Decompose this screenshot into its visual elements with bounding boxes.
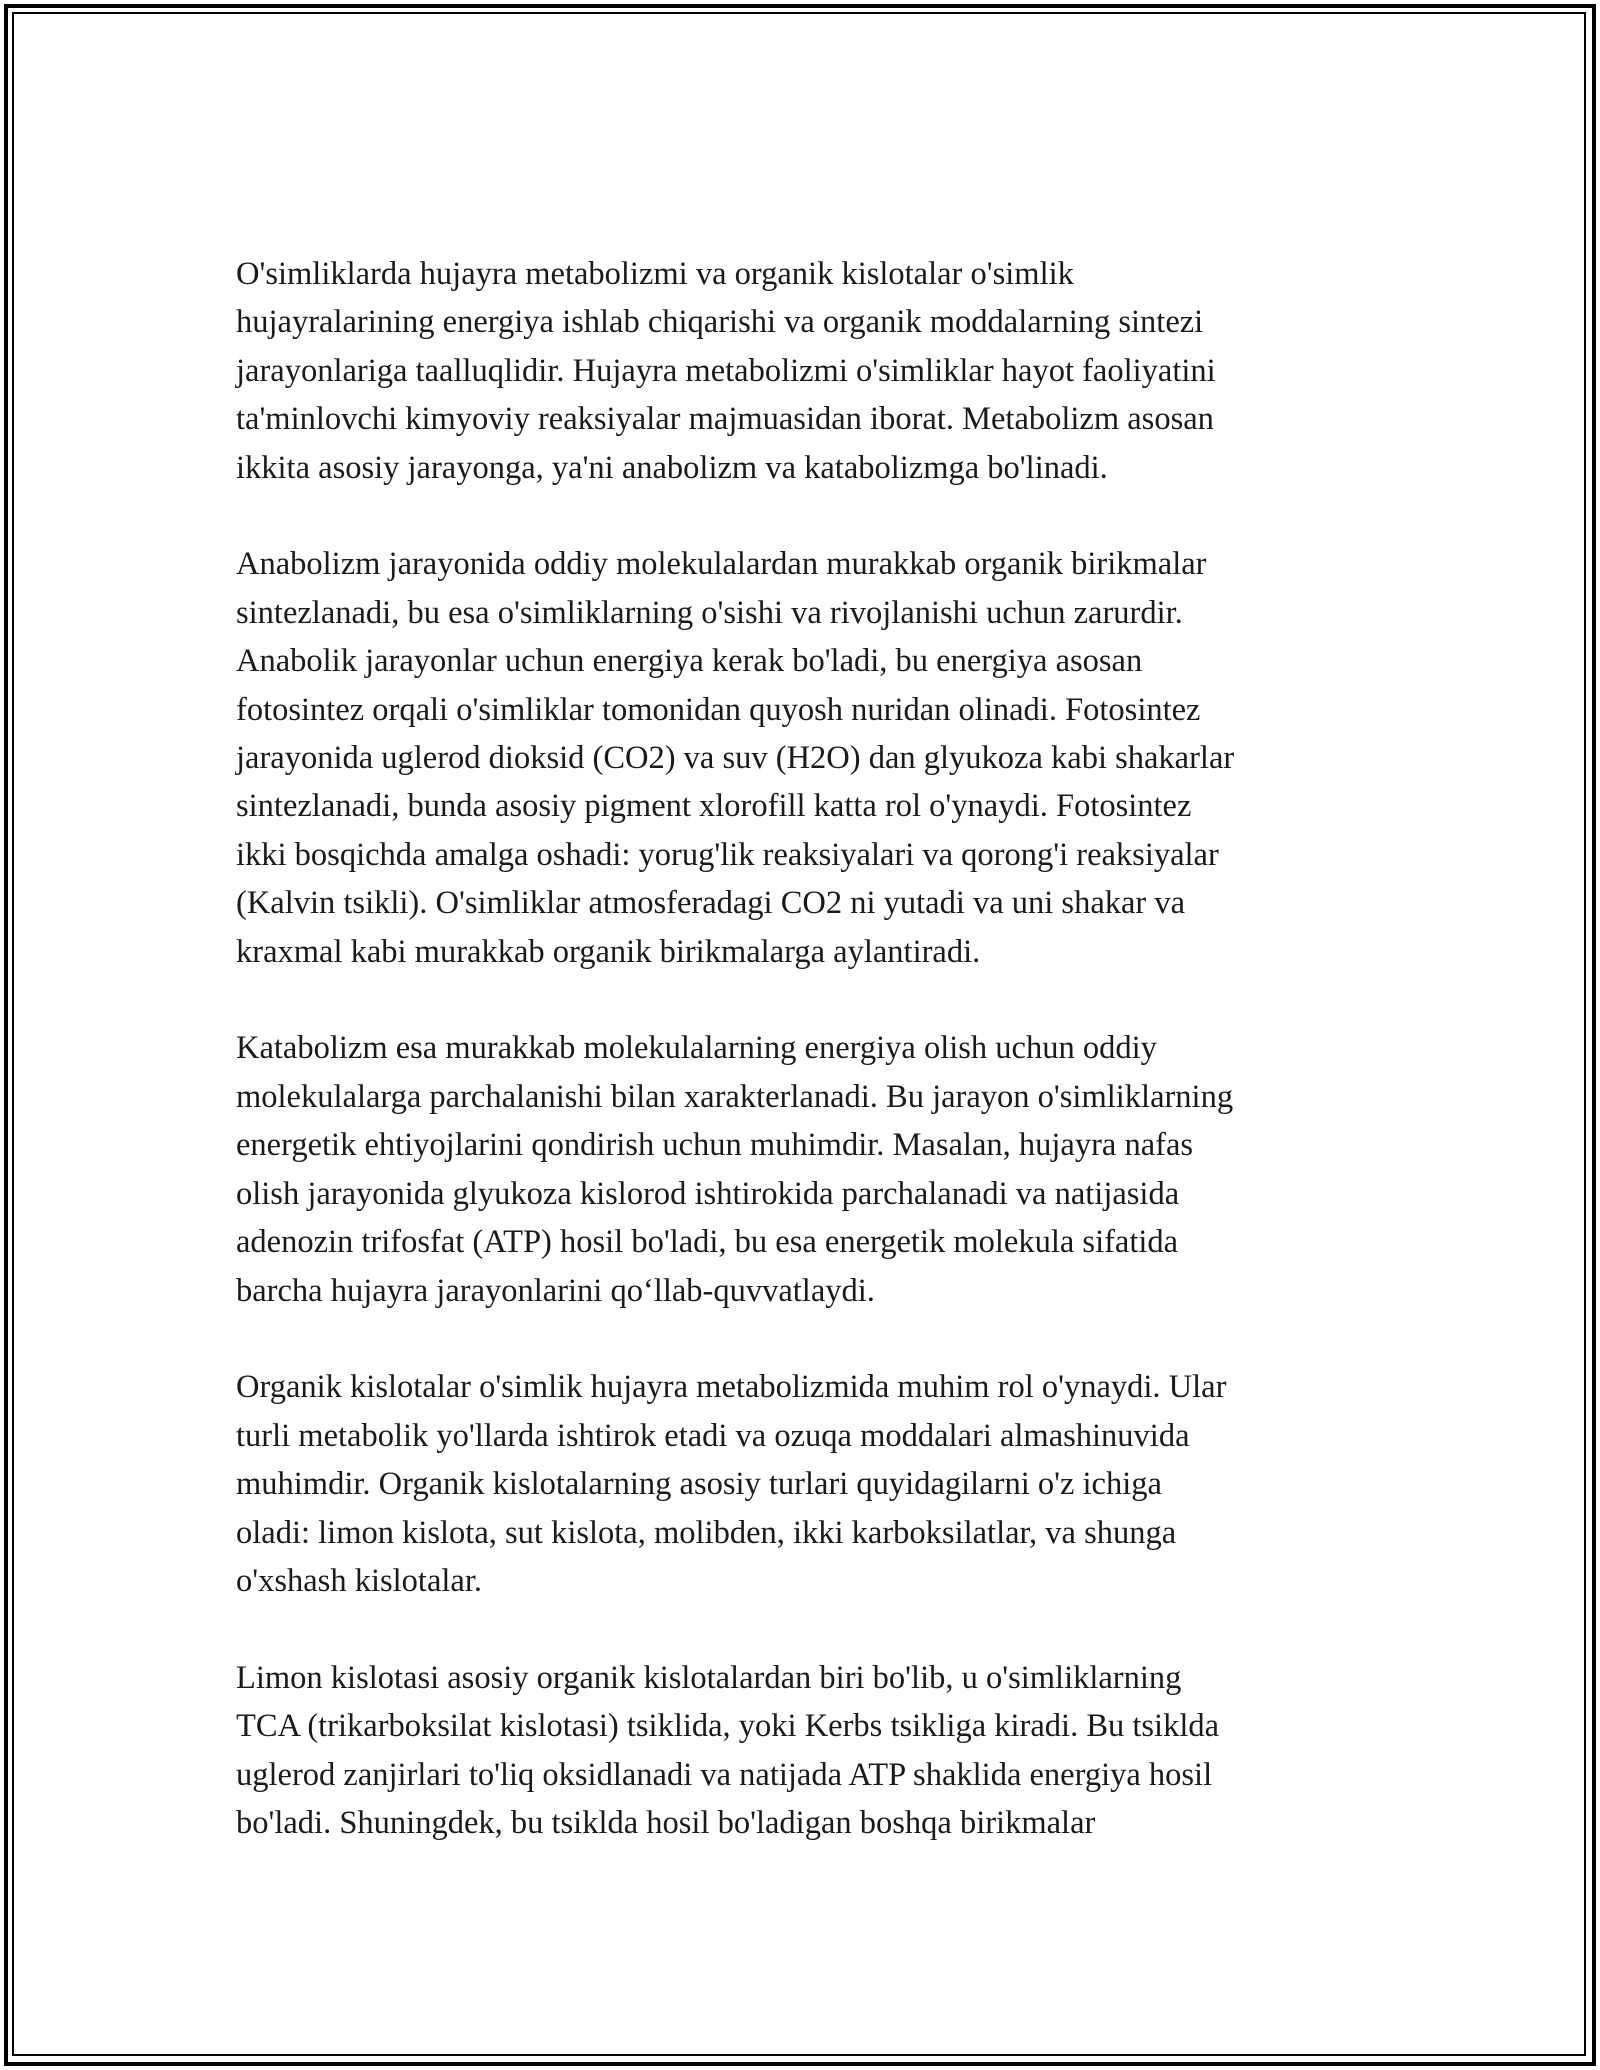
paragraph-anabolism: Anabolizm jarayonida oddiy molekulalardan murakkab organik birikmalar sintezlanadi, bu esa o'simliklarning o'sishi va rivojlanishi uchun zarurdir. Anabolik jarayonlar uchun energiya kerak bo'ladi, bu energiya asosan fotosintez orqali o'simliklar tomonidan quyosh nuridan olinadi. Fotosintez jarayonida uglerod dioksid (CO2) va suv (H2O) dan glyukoza kabi shakarlar sintezlanadi, bunda asosiy pigment xlorofill katta rol o'ynaydi. Fotosintez ikki bosqichda amalga oshadi: yorug'lik reaksiyalari va qorong'i reaksiyalar (Kalvin tsikli). O'simliklar atmosferadagi CO2 ni yutadi va uni shakar va kraxmal kabi murakkab organik birikmalarga aylantiradi.	[236, 546, 1235, 970]
document-body	[236, 250, 1376, 1896]
paragraph-organic-acids: Organik kislotalar o'simlik hujayra metabolizmida muhim rol o'ynaydi. Ular turli metabolik yo'llarda ishtirok etadi va ozuqa moddalari almashinuvida muhimdir. Organik kislotalarning asosiy turlari quyidagilarni o'z ichiga oladi: limon kislota, sut kislota, molibden, ikki karboksilatlar, va shunga o'xshash kislotalar.	[236, 1369, 1227, 1599]
paragraph-catabolism: Katabolizm esa murakkab molekulalarning energiya olish uchun oddiy molekulalarga parchalanishi bilan xarakterlanadi. Bu jarayon o'simliklarning energetik ehtiyojlarini qondirish uchun muhimdir. Masalan, hujayra nafas olish jarayonida glyukoza kislorod ishtirokida parchalanadi va natijasida adenozin trifosfat (ATP) hosil bo'ladi, bu esa energetik molekula sifatida barcha hujayra jarayonlarini qo‘llab-quvvatlaydi.	[236, 1030, 1234, 1309]
paragraph-metabolism-intro: O'simliklarda hujayra metabolizmi va organik kislotalar o'simlik hujayralarining energiya ishlab chiqarishi va organik moddalarning sintezi jarayonlariga taalluqlidir. Hujayra metabolizmi o'simliklar hayot faoliyatini ta'minlovchi kimyoviy reaksiyalar majmuasidan iborat. Metabolizm asosan ikkita asosiy jarayonga, ya'ni anabolizm va katabolizmga bo'linadi.	[236, 256, 1216, 486]
paragraph-citric-acid: Limon kislotasi asosiy organik kislotalardan biri bo'lib, u o'simliklarning TCA (trikarboksilat kislotasi) tsiklida, yoki Kerbs tsikliga kiradi. Bu tsiklda uglerod zanjirlari to'liq oksidlanadi va natijada ATP shaklida energiya hosil bo'ladi. Shuningdek, bu tsiklda hosil bo'ladigan boshqa birikmalar	[236, 1659, 1220, 1841]
